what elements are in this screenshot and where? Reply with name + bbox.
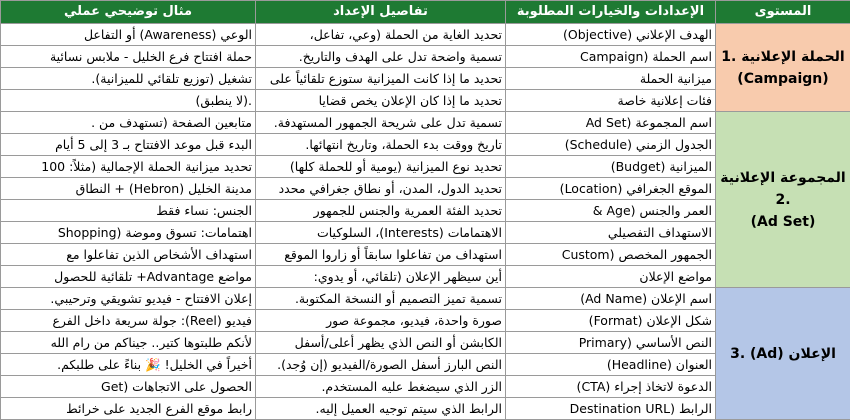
details-cell[interactable]: تحديد الدول، المدن، أو نطاق جغرافي محدد — [256, 178, 506, 200]
table-row — [1, 288, 850, 310]
example-cell[interactable]: أخيراً في الخليل! 🎉 بناءً على طلبكم. — [1, 354, 256, 376]
details-cell[interactable]: تسمية واضحة تدل على الهدف والتاريخ. — [256, 46, 506, 68]
example-cell[interactable]: تحديد ميزانية الحملة الإجمالية (مثلاً: 100 — [1, 156, 256, 178]
example-cell[interactable]: .(لا ينطبق) — [1, 90, 256, 112]
example-cell[interactable]: الوعي (Awareness) أو التفاعل — [1, 24, 256, 46]
details-cell[interactable]: استهداف من تفاعلوا سابقاً أو زاروا الموقع — [256, 244, 506, 266]
example-cell[interactable]: إعلان الافتتاح - فيديو تشويقي وترحيبي. — [1, 288, 256, 310]
setting-cell[interactable]: النص الأساسي (Primary — [506, 332, 716, 354]
setting-cell[interactable]: الرابط (Destination URL — [506, 398, 716, 420]
setting-cell[interactable]: العمر والجنس (Age & — [506, 200, 716, 222]
setting-cell[interactable]: اسم الإعلان (Ad Name) — [506, 288, 716, 310]
setting-cell[interactable]: الموقع الجغرافي (Location) — [506, 178, 716, 200]
setting-cell[interactable]: اسم الحملة (Campaign — [506, 46, 716, 68]
level-title: المجموعة الإعلانية .2 — [719, 167, 847, 211]
setting-cell[interactable]: الجدول الزمني (Schedule) — [506, 134, 716, 156]
setting-cell[interactable]: ميزانية الحملة — [506, 68, 716, 90]
level-cell[interactable] — [716, 24, 850, 112]
details-cell[interactable]: تاريخ ووقت بدء الحملة، وتاريخ انتهائها. — [256, 134, 506, 156]
example-cell[interactable]: تشغيل (توزيع تلقائي للميزانية). — [1, 68, 256, 90]
example-cell[interactable]: رابط موقع الفرع الجديد على خرائط — [1, 398, 256, 420]
level-subtitle: (Ad Set) — [719, 211, 847, 233]
example-cell[interactable]: استهداف الأشخاص الذين تفاعلوا مع — [1, 244, 256, 266]
table-body — [1, 24, 850, 420]
header-row — [1, 1, 850, 24]
setting-cell[interactable]: الاستهداف التفصيلي — [506, 222, 716, 244]
setting-cell[interactable]: الميزانية (Budget) — [506, 156, 716, 178]
example-cell[interactable]: متابعين الصفحة (تستهدف من . — [1, 112, 256, 134]
setting-cell[interactable]: الهدف الإعلاني (Objective) — [506, 24, 716, 46]
table-row — [1, 24, 850, 46]
details-cell[interactable]: صورة واحدة، فيديو، مجموعة صور — [256, 310, 506, 332]
details-cell[interactable]: الكابشن أو النص الذي يظهر أعلى/أسفل — [256, 332, 506, 354]
details-cell[interactable]: تحديد ما إذا كانت الميزانية ستوزع تلقائياً على — [256, 68, 506, 90]
example-cell[interactable]: مدينة الخليل (Hebron) + النطاق — [1, 178, 256, 200]
details-cell[interactable]: تحديد الغاية من الحملة (وعي، تفاعل، — [256, 24, 506, 46]
details-cell[interactable]: الرابط الذي سيتم توجيه العميل إليه. — [256, 398, 506, 420]
level-cell[interactable] — [716, 112, 850, 288]
details-cell[interactable]: تحديد ما إذا كان الإعلان يخص قضايا — [256, 90, 506, 112]
example-cell[interactable]: مواضع Advantage+ تلقائية للحصول — [1, 266, 256, 288]
setting-cell[interactable]: الدعوة لاتخاذ إجراء (CTA) — [506, 376, 716, 398]
details-cell[interactable]: النص البارز أسفل الصورة/الفيديو (إن وُجد). — [256, 354, 506, 376]
example-cell[interactable]: اهتمامات: تسوق وموضة (Shopping — [1, 222, 256, 244]
example-cell[interactable]: حملة افتتاح فرع الخليل - ملابس نسائية — [1, 46, 256, 68]
example-cell[interactable]: لأنكم طلبتوها كتير.. جيناكم من رام الله — [1, 332, 256, 354]
details-cell[interactable]: تسمية تدل على شريحة الجمهور المستهدفة. — [256, 112, 506, 134]
details-cell[interactable]: تسمية تميز التصميم أو النسخة المكتوبة. — [256, 288, 506, 310]
setting-cell[interactable]: الجمهور المخصص (Custom — [506, 244, 716, 266]
level-subtitle: (Campaign) — [719, 68, 847, 90]
table-row — [1, 112, 850, 134]
details-cell[interactable]: تحديد الفئة العمرية والجنس للجمهور — [256, 200, 506, 222]
level-title: الحملة الإعلانية .1 — [719, 46, 847, 68]
header-settings[interactable]: الإعدادات والخيارات المطلوبة — [506, 1, 716, 24]
setting-cell[interactable]: اسم المجموعة (Ad Set — [506, 112, 716, 134]
header-level[interactable]: المستوى — [716, 1, 850, 24]
setting-cell[interactable]: مواضع الإعلان — [506, 266, 716, 288]
header-example[interactable]: مثال توضيحي عملي — [1, 1, 256, 24]
example-cell[interactable]: البدء قبل موعد الافتتاح بـ 3 إلى 5 أيام — [1, 134, 256, 156]
setting-cell[interactable]: فئات إعلانية خاصة — [506, 90, 716, 112]
details-cell[interactable]: تحديد نوع الميزانية (يومية أو للحملة كلها) — [256, 156, 506, 178]
details-cell[interactable]: الزر الذي سيضغط عليه المستخدم. — [256, 376, 506, 398]
example-cell[interactable]: فيديو (Reel): جولة سريعة داخل الفرع — [1, 310, 256, 332]
setting-cell[interactable]: شكل الإعلان (Format) — [506, 310, 716, 332]
header-details[interactable]: تفاصيل الإعداد — [256, 1, 506, 24]
setting-cell[interactable]: العنوان (Headline) — [506, 354, 716, 376]
details-cell[interactable]: الاهتمامات (Interests)، السلوكيات — [256, 222, 506, 244]
example-cell[interactable]: الجنس: نساء فقط — [1, 200, 256, 222]
level-title: الإعلان (Ad) .3 — [719, 343, 847, 365]
level-cell[interactable] — [716, 288, 850, 420]
example-cell[interactable]: الحصول على الاتجاهات (Get — [1, 376, 256, 398]
details-cell[interactable]: أين سيظهر الإعلان (تلقائي، أو يدوي: — [256, 266, 506, 288]
